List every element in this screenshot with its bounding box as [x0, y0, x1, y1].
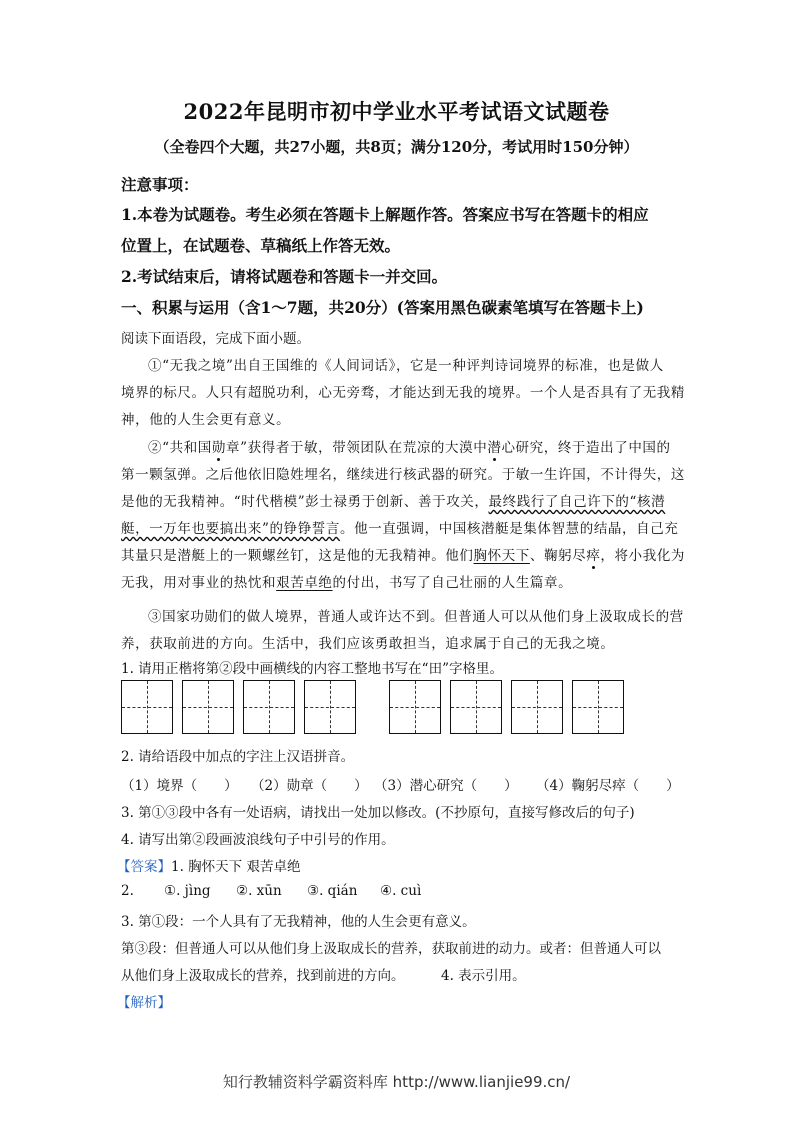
tian-cell[interactable]: [243, 680, 295, 734]
tian-cell[interactable]: [182, 680, 234, 734]
answer-3-cont: 第③段：但普通人可以从他们身上汲取成长的营养，获取前进的动力。或者：但普通人可以: [121, 941, 661, 957]
tian-cell[interactable]: [450, 680, 502, 734]
answer-tag: 【答案】: [117, 859, 171, 875]
text-span: 其量只是潜艇上的一颗螺丝钉，这是他的无我精神。他们: [121, 548, 474, 564]
wavy-underlined-text: 最终践行了自己许下的“核潜: [488, 494, 666, 510]
section-heading: 一、积累与运用（含1～7题，共20分）(答案用黑色碳素笔填写在答题卡上): [121, 298, 644, 317]
q2-item-3: （3）潜心研究（ ）: [374, 778, 518, 794]
page-title: 2022年昆明市初中学业水平考试语文试题卷: [183, 99, 610, 124]
notice-heading: 注意事项：: [121, 175, 199, 194]
underlined-text: 艰苦卓绝: [276, 575, 333, 591]
answer-2-item: ③. qián: [307, 883, 358, 899]
notice-item-2: 2.考试结束后，请将试题卷和答题卡一并交回。: [121, 267, 448, 286]
tian-cell[interactable]: [511, 680, 563, 734]
passage-p2-line: [121, 490, 665, 510]
answer-text: 1. 胸怀天下 艰苦卓绝: [171, 859, 301, 875]
passage-p1-line: 神，他的人生会更有意义。: [121, 412, 291, 428]
question-2: 2. 请给语段中加点的字注上汉语拼音。: [121, 749, 355, 765]
tian-cell[interactable]: [121, 680, 173, 734]
passage-p2-line: [121, 571, 572, 591]
text-span: 无我，用对事业的热忱和: [121, 575, 277, 591]
notice-item-1-cont: 位置上，在试题卷、草稿纸上作答无效。: [121, 236, 401, 255]
tian-grid: [121, 680, 631, 736]
footer-watermark: 知行教辅资料学霸资料库 http://www.lianjie99.cn/: [222, 1073, 571, 1091]
analysis-tag: 【解析】: [117, 995, 171, 1011]
tian-cell[interactable]: [389, 680, 441, 734]
tian-cell[interactable]: [572, 680, 624, 734]
dotted-char: 勋: [211, 440, 227, 456]
answer-1: [117, 855, 300, 875]
reading-instruction: 阅读下面语段，完成下面小题。: [121, 331, 310, 347]
passage-p1-line: 境界的标尺。人只有超脱功利，心无旁骛，才能达到无我的境界。一个人是否具有了无我精: [121, 385, 685, 401]
underlined-text: 胸怀天下: [473, 548, 530, 564]
text-span: ，将小我化为: [600, 548, 686, 564]
dotted-char: 瘁: [586, 548, 601, 564]
answer-2-num: 2.: [121, 883, 134, 899]
answer-3-cont: 从他们身上汲取成长的营养，找到前进的方向。: [121, 968, 405, 984]
passage-p3-line: ③国家功勋们的做人境界，普通人或许达不到。但普通人可以从他们身上汲取成长的营: [148, 609, 684, 625]
answer-2-item: ②. xūn: [236, 883, 282, 899]
passage-p2-line: 第一颗氢弹。之后他依旧隐姓埋名，继续进行核武器的研究。于敏一生许国，不计得失，这: [121, 467, 685, 483]
passage-p2-line: [121, 544, 685, 564]
tian-cell[interactable]: [304, 680, 356, 734]
question-3: 3. 第①③段中各有一处语病，请找出一处加以修改。(不抄原句，直接写修改后的句子): [121, 805, 635, 821]
question-1: 1. 请用正楷将第②段中画横线的内容工整地书写在“田”字格里。: [121, 661, 503, 677]
wavy-underlined-text: 艇，一万年也要搞出来”的铮铮誓言: [121, 521, 341, 537]
exam-info: （全卷四个大题，共27小题，共8页；满分120分，考试用时150分钟）: [154, 138, 639, 156]
text-span: 心研究，终于造出了中国的: [501, 440, 671, 456]
notice-item-1: 1.本卷为试题卷。考生必须在答题卡上解题作答。答案应书写在答题卡的相应: [121, 205, 649, 224]
text-span: 是他的无我精神。“时代楷模”彭士禄勇于创新、善于攻关，: [121, 494, 489, 510]
text-span: 章”获得者于敏，带领团队在荒凉的大漠中: [226, 440, 488, 456]
text-span: 、鞠躬尽: [529, 548, 587, 564]
q2-item-2: （2）勋章（ ）: [251, 778, 368, 794]
answer-4: 4. 表示引用。: [441, 968, 526, 984]
text-span: 。他一直强调，中国核潜艇是集体智慧的结晶，自己充: [340, 521, 679, 537]
passage-p1-line: ①“无我之境”出自王国维的《人间词话》，它是一种评判诗词境界的标准，也是做人: [148, 358, 664, 374]
answer-2-item: ①. jìng: [164, 883, 211, 899]
question-4: 4. 请写出第②段画波浪线句子中引号的作用。: [121, 832, 395, 848]
dotted-char: 潜: [487, 440, 502, 456]
passage-p2-line: [148, 436, 671, 456]
q2-item-1: （1）境界（ ）: [121, 778, 238, 794]
q2-item-4: （4）鞠躬尽瘁（ ）: [536, 778, 680, 794]
answer-2-item: ④. cuì: [380, 883, 422, 899]
text-span: ②“共和国: [148, 440, 212, 456]
passage-p2-line: [121, 517, 678, 537]
text-span: 的付出，书写了自己壮丽的人生篇章。: [332, 575, 573, 591]
passage-p3-line: 养，获取前进的方向。生活中，我们应该勇敢担当，追求属于自己的无我之境。: [121, 636, 615, 652]
answer-3: 3. 第①段：一个人具有了无我精神，他的人生会更有意义。: [121, 914, 476, 930]
